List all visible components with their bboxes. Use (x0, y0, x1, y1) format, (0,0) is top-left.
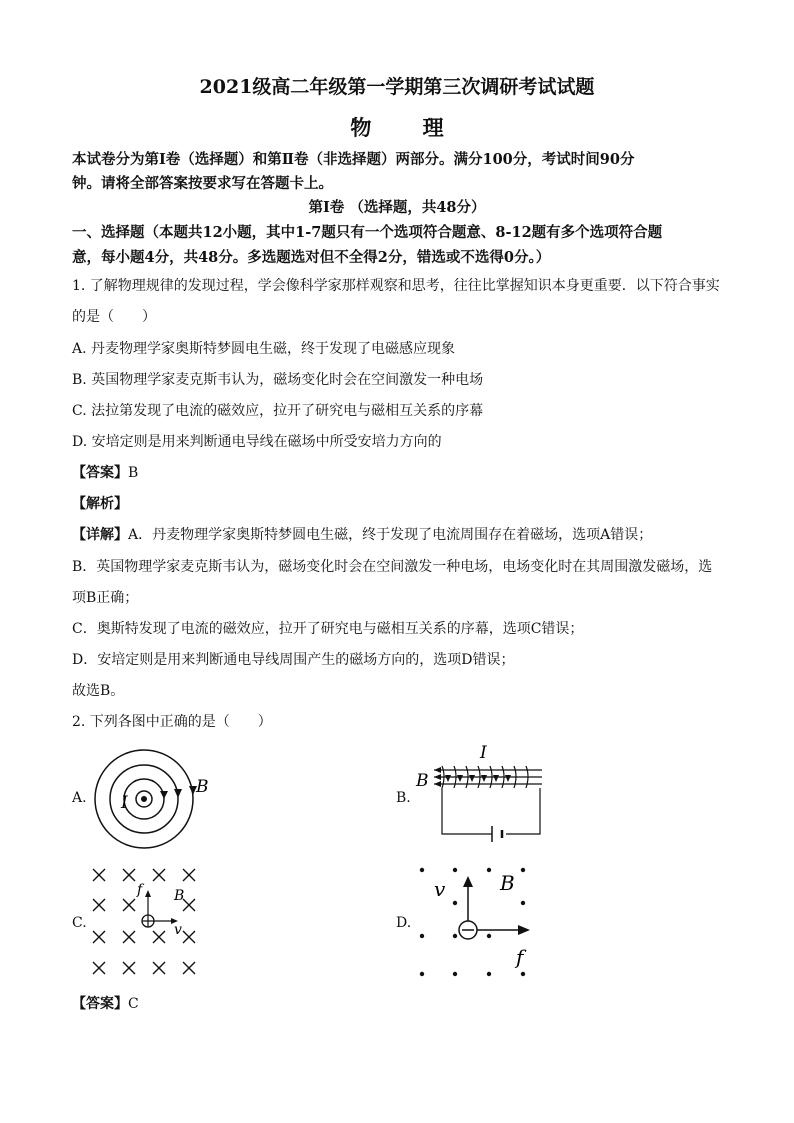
current-dot-icon (141, 796, 147, 802)
figure-d-velocity-label: v (434, 877, 446, 901)
figure-d-field-label: B (500, 871, 515, 895)
figure-c-field-into-page (88, 864, 208, 980)
circuit-wire-right (506, 788, 540, 834)
page-title: 2021级高二年级第一学期第三次调研考试试题 (199, 76, 595, 98)
coil-current-arrows (445, 775, 511, 782)
q1-option-b: B. 英国物理学家麦克斯韦认为，磁场变化时会在空间激发一种电场 (72, 372, 484, 388)
figure-d-field-out-of-page (412, 860, 542, 984)
figure-a-current-label: I (121, 793, 128, 813)
answer-value: C (128, 996, 139, 1012)
subject-title: 物 理 (350, 115, 466, 140)
q2-stem: 2. 下列各图中正确的是（ ） (72, 714, 272, 730)
q2-option-c-label: C. (72, 915, 87, 931)
figure-b-field-label: B (416, 771, 429, 791)
q1-option-c: C. 法拉第发现了电流的磁效应，拉开了研究电与磁相互关系的序幕 (72, 403, 484, 419)
figure-a-concentric-field (88, 748, 208, 852)
q1-stem-line-2: 的是（ ） (72, 309, 156, 325)
q1-option-d: D. 安培定则是用来判断通电导线在磁场中所受安培力方向的 (72, 434, 442, 450)
section-title: 第Ⅰ卷 （选择题，共48分） (308, 199, 486, 216)
q1-detail-a (72, 524, 652, 544)
q1-detail-c: C．奥斯特发现了电流的磁效应，拉开了研究电与磁相互关系的序幕，选项C错误； (72, 621, 584, 637)
q2-option-a-label: A. (72, 790, 87, 806)
q1-answer (72, 462, 138, 482)
figure-c-field-label: B (174, 888, 185, 904)
circuit-wire-left (442, 788, 492, 834)
q1-detail-b-line-1: B．英国物理学家麦克斯韦认为，磁场变化时会在空间激发一种电场，电场变化时在其周围激发磁场，选 (72, 559, 713, 575)
instructions-line-1: 一、选择题（本题共12小题，其中1-7题只有一个选项符合题意、8-12题有多个选项符合题 (72, 224, 663, 241)
arrow-down-icon (160, 791, 168, 799)
figure-b-current-label: I (480, 743, 487, 763)
figure-a-field-label: B (196, 777, 208, 797)
detail-tag: 【详解】 (72, 527, 128, 543)
field-lines (434, 770, 542, 784)
answer-value: B (128, 465, 139, 481)
figure-d-force-label: f (516, 945, 524, 969)
detail-a-text: A．丹麦物理学家奥斯特梦圆电生磁，终于发现了电流周围存在着磁场，选项A错误； (128, 527, 653, 543)
q1-conclusion: 故选B。 (72, 683, 125, 699)
arrow-down-icon (174, 789, 182, 798)
intro-line-2: 钟。请将全部答案按要求写在答题卡上。 (72, 175, 333, 192)
q1-detail-d: D．安培定则是用来判断通电导线周围产生的磁场方向的，选项D错误； (72, 652, 515, 668)
q1-detail-b-line-2: 项B正确； (72, 590, 139, 606)
instructions-line-2: 意，每小题4分，共48分。多选题选对但不全得2分，错选或不选得0分。） (72, 249, 551, 266)
q1-analysis-tag: 【解析】 (72, 496, 128, 512)
answer-tag: 【答案】 (72, 465, 128, 481)
figure-b-solenoid (412, 742, 552, 854)
q2-option-b-label: B. (396, 790, 411, 806)
field-arrows (434, 767, 441, 787)
figure-c-force-label: f (137, 882, 143, 898)
q2-option-d-label: D. (396, 915, 412, 931)
answer-tag: 【答案】 (72, 996, 128, 1012)
q2-answer (72, 993, 139, 1013)
q1-stem-line-1: 1. 了解物理规律的发现过程，学会像科学家那样观察和思考，往往比掌握知识本身更重要．以下符合事实 (72, 278, 720, 294)
q1-option-a: A. 丹麦物理学家奥斯特梦圆电生磁，终于发现了电磁感应现象 (72, 341, 456, 357)
intro-line-1: 本试卷分为第Ⅰ卷（选择题）和第Ⅱ卷（非选择题）两部分。满分100分，考试时间90分 (72, 151, 635, 168)
figure-c-velocity-label: v (174, 922, 182, 938)
